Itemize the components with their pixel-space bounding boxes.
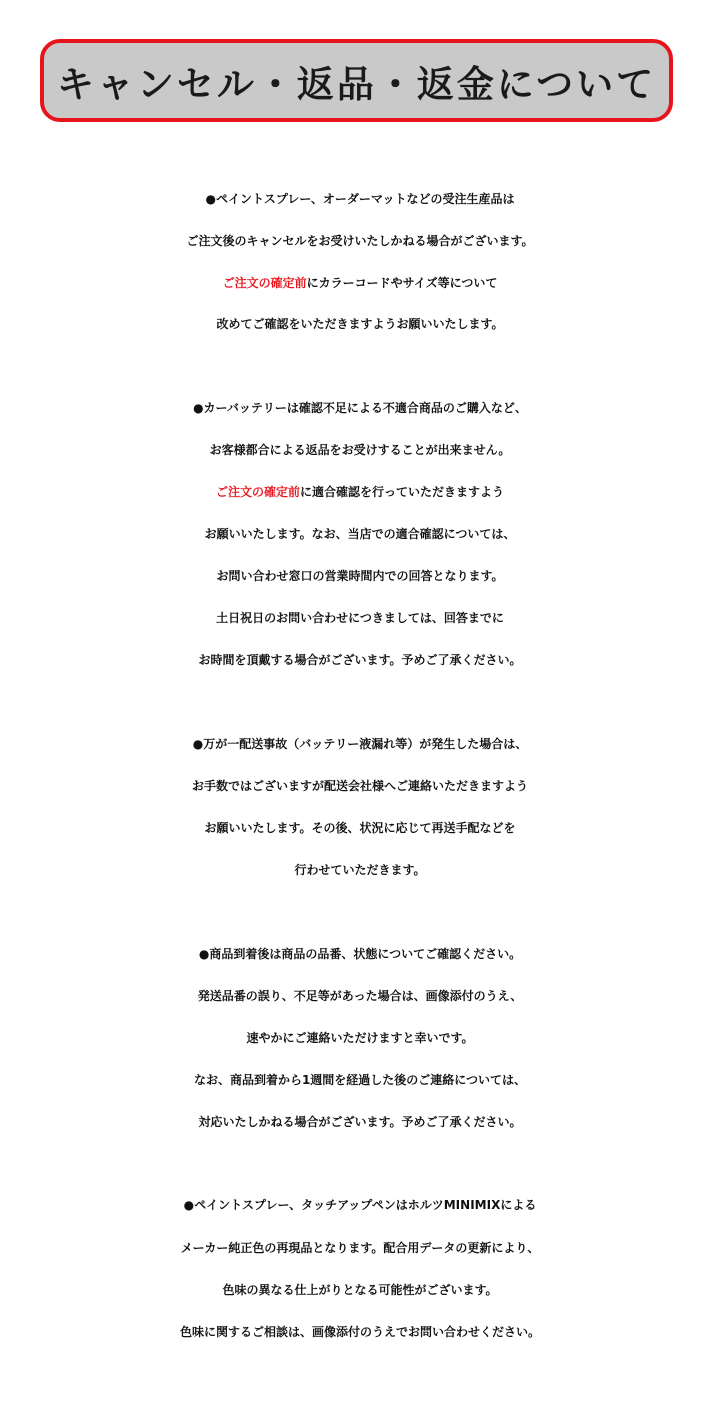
text-line xyxy=(0,226,720,256)
text-line xyxy=(0,939,720,969)
line-text: お願いいたします。その後、状況に応じて再送手配などを xyxy=(204,821,516,835)
text-line xyxy=(0,435,720,465)
line-text: 色味に関するご相談は、画像添付のうえでお問い合わせください。 xyxy=(179,1325,540,1339)
text-line xyxy=(0,813,720,843)
line-text: お問い合わせ窓口の営業時間内での回答となります。 xyxy=(216,569,504,583)
text-line xyxy=(0,519,720,549)
line-text: ●ペイントスプレー、オーダーマットなどの受注生産品は xyxy=(205,192,515,206)
highlight-text: ご注文の確定前 xyxy=(222,276,307,290)
page-title: キャンセル・返品・返金について xyxy=(56,62,657,106)
line-text: 色味の異なる仕上がりとなる可能性がございます。 xyxy=(222,1283,498,1297)
line-text: ●ペイントスプレー、タッチアップペンはホルツMINIMIXによる xyxy=(183,1198,537,1212)
text-line xyxy=(0,184,720,214)
line-text: 発送品番の誤り、不足等があった場合は、画像添付のうえ、 xyxy=(197,989,523,1003)
line-text: 土日祝日のお問い合わせにつきましては、回答までに xyxy=(216,611,504,625)
line-text: にカラーコードやサイズ等について xyxy=(306,276,498,290)
header-banner xyxy=(40,39,673,122)
text-line xyxy=(0,268,720,298)
line-text: に適合確認を行っていただきますよう xyxy=(300,485,505,499)
line-text: ご注文後のキャンセルをお受けいたしかねる場合がございます。 xyxy=(186,234,534,248)
text-line xyxy=(0,561,720,591)
text-line xyxy=(0,603,720,633)
line-text: ●万が一配送事故（バッテリー液漏れ等）が発生した場合は、 xyxy=(192,737,528,751)
line-text: 行わせていただきます。 xyxy=(294,863,426,877)
text-line xyxy=(0,1275,720,1305)
text-line xyxy=(0,771,720,801)
line-text: なお、商品到着から1週間を経過した後のご連絡については、 xyxy=(193,1073,527,1087)
line-text: 速やかにご連絡いただけますと幸いです。 xyxy=(246,1031,474,1045)
line-text: メーカー純正色の再現品となります。配合用データの更新により、 xyxy=(180,1241,540,1255)
text-line xyxy=(0,1190,720,1220)
line-text: お時間を頂戴する場合がございます。予めご了承ください。 xyxy=(198,653,522,667)
line-text: お手数ではございますが配送会社様へご連絡いただきますよう xyxy=(191,779,528,793)
text-line xyxy=(0,1107,720,1137)
text-line xyxy=(0,855,720,885)
text-line xyxy=(0,309,720,339)
line-text: ●カーバッテリーは確認不足による不適合商品のご購入など、 xyxy=(193,401,527,415)
text-line xyxy=(0,981,720,1011)
highlight-text: ご注文の確定前 xyxy=(215,485,300,499)
line-text: ●商品到着後は商品の品番、状態についてご確認ください。 xyxy=(198,947,522,961)
text-line xyxy=(0,645,720,675)
line-text: 改めてご確認をいただきますようお願いいたします。 xyxy=(216,317,504,331)
line-text: 対応いたしかねる場合がございます。予めご了承ください。 xyxy=(198,1115,522,1129)
text-line xyxy=(0,1065,720,1095)
text-line xyxy=(0,477,720,507)
text-line xyxy=(0,1317,720,1347)
text-line xyxy=(0,729,720,759)
text-line xyxy=(0,1023,720,1053)
line-text: お客様都合による返品をお受けすることが出来ません。 xyxy=(209,443,511,457)
line-text: お願いいたします。なお、当店での適合確認については、 xyxy=(204,527,516,541)
text-line xyxy=(0,393,720,423)
text-line xyxy=(0,1233,720,1263)
